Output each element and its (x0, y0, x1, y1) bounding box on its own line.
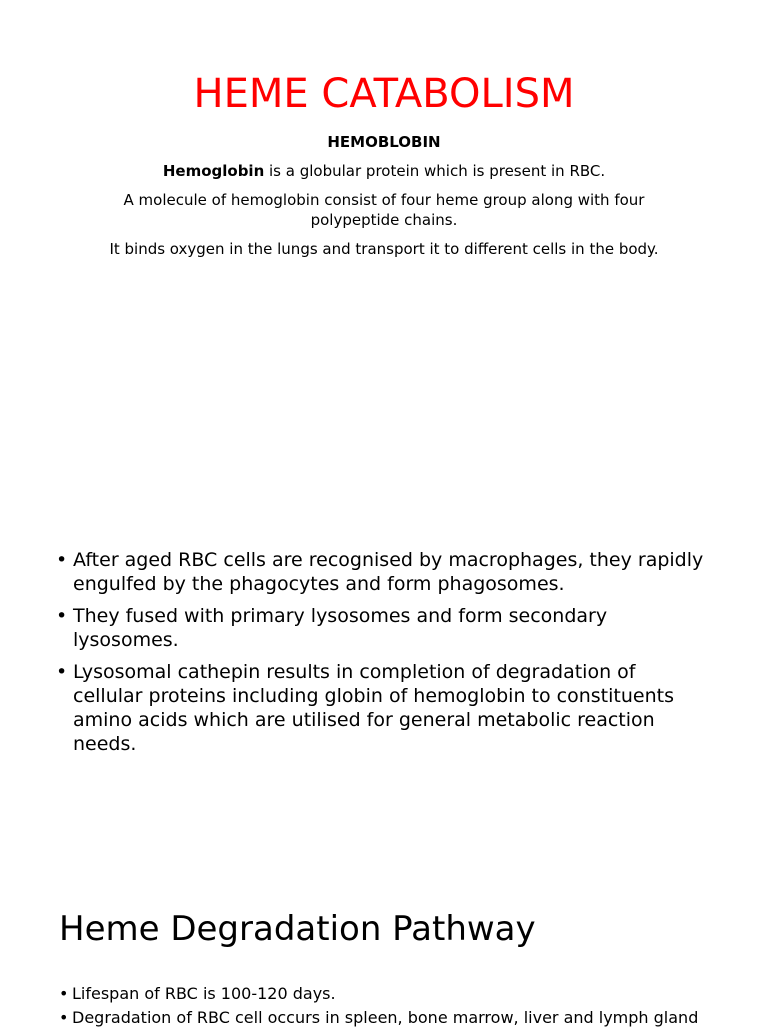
slide-globin-degradation (0, 280, 768, 860)
bullet-icon: • (59, 984, 69, 1003)
bullet-list (56, 548, 706, 764)
slide-title: Heme Degradation Pathway (59, 909, 536, 949)
bullet-icon: • (59, 1008, 69, 1027)
paragraph-function: It binds oxygen in the lungs and transport it to different cells in the body. (109, 240, 659, 258)
list-item (59, 1008, 719, 1028)
section-heading: HEMOBLOBIN (327, 133, 441, 151)
term-hemoglobin: Hemoglobin (162, 162, 265, 180)
paragraph-definition (84, 161, 684, 181)
paragraph-structure: A molecule of hemoglobin consist of four heme group along with four polypeptide chains. (123, 191, 645, 229)
slide-title: HEME CATABOLISM (193, 71, 575, 117)
list-item (56, 604, 706, 652)
list-item-text: After aged RBC cells are recognised by macrophages, they rapidly engulfed by the phagocytes and form phagosomes. (73, 549, 704, 595)
list-item-text: Degradation of RBC cell occurs in spleen, bone marrow, liver and lymph gland (72, 1008, 699, 1027)
bullet-icon: • (56, 549, 68, 571)
bullet-icon: • (56, 605, 68, 627)
slide-heme-degradation-pathway (0, 860, 768, 1027)
list-item (59, 984, 719, 1004)
list-item-text: Lysosomal cathepin results in completion of degradation of cellular proteins including globin of hemoglobin to constituents amino acids which are utilised for general metabolic reaction needs. (73, 661, 674, 755)
bullet-list (59, 984, 719, 1032)
list-item (56, 660, 706, 756)
definition-text: is a globular protein which is present in RBC. (264, 162, 606, 180)
list-item-text: They fused with primary lysosomes and form secondary lysosomes. (73, 605, 608, 651)
list-item-text: Lifespan of RBC is 100-120 days. (72, 984, 336, 1003)
slide-body (84, 132, 684, 268)
bullet-icon: • (56, 661, 68, 683)
list-item (56, 548, 706, 596)
slide-heme-catabolism (0, 0, 768, 280)
